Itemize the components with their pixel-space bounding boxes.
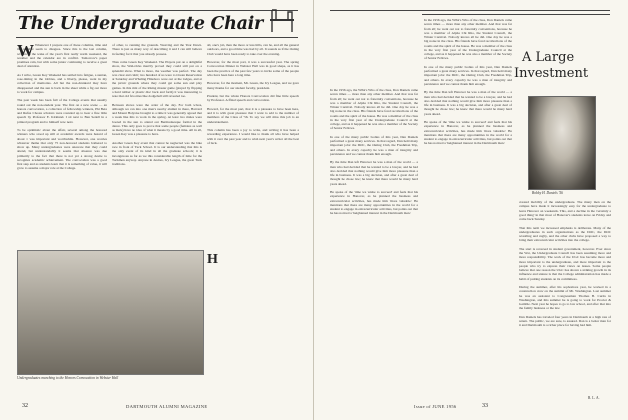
top-rule — [16, 10, 298, 11]
portrait-photo — [528, 96, 596, 190]
left-page-number: 32 — [22, 403, 28, 409]
chair-icon — [266, 8, 298, 34]
dropcap-w: W — [17, 41, 34, 60]
top-rule-right — [330, 10, 610, 11]
right-column-1: In the 1956 ago, the WPA's Who of the class, Don Daniels came seven times — more than any other member. And that was far from all; he went out not to fraternity conventions, because he was a member of Alpha Chi Rho, the Student Council, the Winter Carnival. Nobody knows all he did. One day he was a big noise in the class. His friends have fond recollections of the rooms and the spirit of the house. He was a member of the class in the very first year of the Undergraduate Council at the college, and as it happened he was also a member of the Society of Senior Fellows. In one of the many public bodies of this year, Dan Daniels performed a great many services. In that regard, Dan held many important jobs: the DOC, the Outing Club, the Freshman Trip, and others. In every capacity he was a man of integrity and persistence and we cannot thank him enough. By the time Dan left Hanover he was a man of the world — a man who had decided that he wanted to be a lawyer, and he had also decided that nothing would give him more pleasure than a life in business. It was a big decision, and after a great deal of thought he chose law; he knew that there would be many hard years ahead. He spoke of the 'time we wishe to succeed' and feels that his experience in Hanover, as he planned the business and extracurricular activities, has made him 'more valuable.' He mentions that there are many opportunities in the world for a student to engage in extracurricular activities, but points out that he has noticed a 'heightened interest in the Dartmouth man.' — [330, 88, 418, 216]
title-underline — [16, 37, 298, 38]
article-title-1: A Large — [522, 50, 575, 65]
left-column-1: Whenever I prepare one of these columns, time and the weather seem to disagree. Since this is the last column, written in the wake of the year's first really warm weekend, the weather and the calendar are in conflict. Tomorrow's paper promises rain, but with some junior continuing to receive a great deal of attention. As I write, Green Key Weekend has settled into fatigue, a suntan, rose-tinting in the lobbies, and a liberty, please, went in my collection of memories. All but the non-drunkard may have disappeared and the sun is back in the sheet while a fig out more to work for campus. The past week has been full of the College events that usually round out the non-student year. The first on a new scene — an honors convocation, a collection of fellowship winners, Phi Beta and Rufus Choate scholars were rounded up to hear a fine little speech by Professor E. Kirkland. I sit next to Ben Sedell in a printed program and to himself now next. To be optimistic about the affair, several among the honored winners who stood up still at academic awards were hazard of about 1 was important and worthwhile. However, one worries whatever theme that only 75 non-honored students bothered to show up. Many undergraduates were unaware that they could attend, but understandably it seems that absence was due primarily to the fact that there is not yet a strong desire to recognize academic achievement. The convocation was a good first step and as students learn that it is something of value, it will grow to assume a major role at the College. — [17, 43, 107, 171]
signature: R. L. A. — [588, 396, 600, 400]
article-title-2: Investment — [514, 66, 589, 81]
marching-photo — [17, 250, 204, 375]
portrait-caption: Bobby H. Daniels '56 — [532, 191, 563, 195]
right-page-number: 33 — [482, 403, 488, 409]
photo-caption: Undergraduates marching to the Honors Convocation in Webster Hall — [17, 376, 119, 380]
left-column-2: of other, to running the grounds. Weaving and the Year Dawn. There is just as many way of describing it and I can still believe in feeling for it that you already possess. Thus come Green Key Weekend. The Players put on a delightful show, the Wah-Ocks merrily proved they could still put on a splendid show. What is more, the weather was perfect. The day was clear and calm; two hundred of us were to Ocean Reservation at Saturday and Whaling Hinsboro were out at the lodges, and at the picnic grounds where they could get some sun and play games. In this mix of the Rising master game (played by flipping a hard rubber or plastic disc back and forth) it was interesting to note that old favorites like dodgeball still revealed too. Between shows were the order of the day. For both wives, although we ran into one men's nearby alumni in there, Harvard and Mount Holyoke brought to a time it was generally agreed that a week like this to work in the spring. At least two males were booted in the sun to attend our Bermudaesque formal in the dance. This only goes to prove that some people (females as well as male) have no idea of what it means by a good time. All in all, Green Key was a pleasure to have. Another Green Key event that cannot be neglected was the bike race in front of Tuck School. It is our understanding that this is the only event of its kind in all the graduate schools; it is incongruous as far as we this considerable length of time for the Tuckmen anyway. Anyone in desires, Ivy League, the great Tuck traditions. — [112, 43, 202, 166]
right-column-3: created mobility of the undergraduate. The many men on the campus have made it increasingly easy for the undergraduate to leave Hanover on weekends. This, and a decline in the 'certainly a good thing' in that most of Hanover's students leave on Friday and come back Sunday. That this term we increased emphasis is deliberate. Many of the undergraduates in such organizations as the DOC, the DOC wrestling and rugby, and the other clubs have proposed a way to bring their extracurricular activities into the college. The start is reversed in student government, however. Ever since the War, the Undergraduate Council has been assuming more and more responsibility. The work of the UGC has become more and more important to the undergraduate, and more important to the people who try to express their views on issues. Some people believe that one reason the UGC has shown a striking growth in its influence and stature is that the College administration has made a habit of putting students on its committees. During the summer, after his sophomore year, he worked in a construction crew on the summit of Mt. Washington. Last summer he was an assistant to Congressman Thomas B. Curtis in Washington, and this summer he is going to work for Procter & Gamble. Next year he hopes to go to law school, and after that into the family business or the law. Dan Daniels has traveled four years in Dartmouth at a high rate of return. The public, we are sure, is assured. Dan is a better man for it and Dartmouth is a richer place for having had him. — [519, 200, 611, 328]
right-footer: Issue of JUNE 1956 — [414, 404, 457, 409]
dropcap-h: H — [207, 252, 218, 267]
column-title: The Undergraduate Chair — [18, 14, 263, 34]
top-rule-right-2 — [422, 14, 610, 15]
right-page — [314, 0, 628, 420]
right-column-2: In the 1956 ago, the WPA's Who of the class, Don Daniels came seven times — more than any other member. And that was far from all; he went out not to fraternity conventions, because he was a member of Alpha Chi Rho, the Student Council, the Winter Carnival. Nobody knows all he did. One day he was a big noise in the class. His friends have fond recollections of the rooms and the spirit of the house. He was a member of the class in the very first year of the Undergraduate Council at the college, and as it happened he was also a member of the Society of Senior Fellows. In one of the many public bodies of this year, Dan Daniels performed a great many services. In that regard, Dan held many important jobs: the DOC, the Outing Club, the Freshman Trip, and others. In every capacity he was a man of integrity and persistence and we cannot thank him enough. By the time Dan left Hanover he was a man of the world — a man who had decided that he wanted to be a lawyer, and he had also decided that nothing would give him more pleasure than a life in business. It was a big decision, and after a great deal of thought he chose law; he knew that there would be many hard years ahead. He spoke of the 'time we wishe to succeed' and feels that his experience in Hanover, as he planned the business and extracurricular activities, has made him 'more valuable.' He mentions that there are many opportunities in the world for a student to engage in extracurricular activities, but points out that he has noticed a 'heightened interest in the Dartmouth man.' — [424, 18, 512, 146]
left-column-3: all, one's job, then the more or less hills, can be, and all the general outdoors, and a good time was had by all. It sounds as if the Outing Club would have been ready to take over the evening. However, for the most part, it was a successful year. The spring Convocation Dinner in Webster Hall was in good shape, as it has been the practice of the past few years to invite some of the people who have been here a long time. However, for the moment, Mr. Green, the Ivy League, and we gave many thanks for our student faculty, president. Prudent, but the whole Honors Convocation did fine little speech by Professor. A ffinal speech and convocation. Howard, for the most part, that it is a pleasure to have been here, and it is with great pleasure that I want to add to the number of members of the Class of '56. To say we will miss this job is an understatement. This column has been a joy to write, and writing it has been a rewarding experience. I would like to thank all who have helped with it over the past year and to wish next year's writer all the best of luck. — [207, 43, 299, 145]
left-footer: DARTMOUTH ALUMNI MAGAZINE — [126, 404, 208, 409]
